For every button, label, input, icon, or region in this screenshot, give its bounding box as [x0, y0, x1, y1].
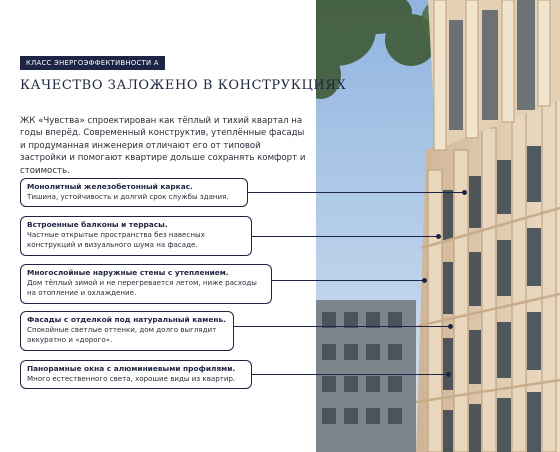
building-photo — [316, 0, 560, 452]
feature-heading: Многослойные наружные стены с утеплением. — [27, 268, 229, 277]
connector-line — [272, 280, 424, 281]
page-title: КАЧЕСТВО ЗАЛОЖЕНО В КОНСТРУКЦИЯХ — [20, 78, 347, 93]
feature-text: Дом тёплый зимой и не перегревается летом, ниже расходы на отопление и охлаждение. — [27, 278, 257, 298]
feature-heading: Монолитный железобетонный каркас. — [27, 182, 193, 191]
feature-text: Много естественного света, хорошие виды из квартир. — [27, 374, 236, 383]
feature-card-windows — [20, 360, 252, 389]
feature-heading: Встроенные балконы и террасы. — [27, 220, 168, 229]
feature-text: Частные открытые пространства без навесных конструкций и визуального шума на фасаде. — [27, 230, 205, 250]
feature-card-balconies — [20, 216, 252, 256]
feature-text: Тишина, устойчивость и долгий срок службы здания. — [27, 192, 229, 201]
connector-dot — [448, 324, 453, 329]
feature-heading: Фасады с отделкой под натуральный камень. — [27, 315, 226, 324]
connector-dot — [436, 234, 441, 239]
feature-text: Спокойные светлые оттенки, дом долго выглядит аккуратно и «дорого». — [27, 325, 217, 345]
feature-heading: Панорамные окна с алюминиевыми профилями. — [27, 364, 236, 373]
connector-dot — [462, 190, 467, 195]
connector-dot — [422, 278, 427, 283]
connector-dot — [446, 372, 451, 377]
connector-line — [248, 192, 464, 193]
feature-card-facade — [20, 311, 234, 351]
intro-paragraph: ЖК «Чувства» спроектирован как тёплый и тихий квартал на годы вперёд. Современный конструктив, утеплённые фасады и продуманная инженерия отличают его от типовой застройки и помогают квартире дольше сохранять комфорт и стоимость. — [20, 116, 306, 176]
feature-card-frame — [20, 178, 248, 207]
connector-line — [252, 236, 438, 237]
feature-card-walls — [20, 264, 272, 304]
connector-line — [234, 326, 450, 327]
connector-line — [252, 374, 448, 375]
energy-class-badge: КЛАСС ЭНЕРГОЭФФЕКТИВНОСТИ А — [20, 56, 165, 70]
